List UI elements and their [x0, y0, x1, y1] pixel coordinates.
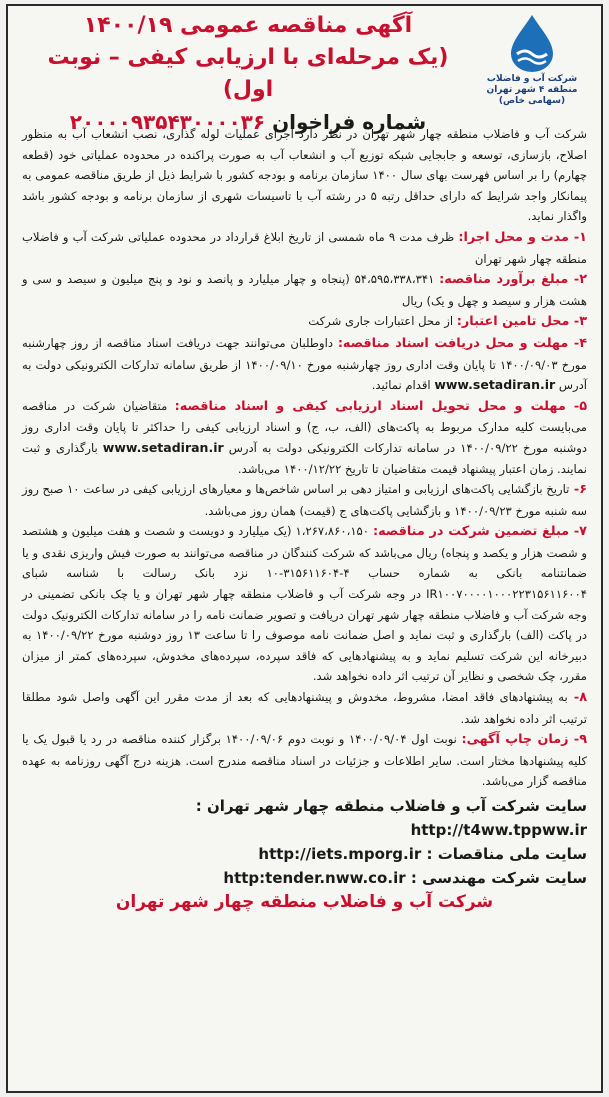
setadiran-link[interactable]: www.setadiran.ir — [434, 377, 556, 393]
company-signature: شرکت آب و فاضلاب منطقه چهار شهر تهران — [115, 892, 494, 912]
site-label: سایت شرکت آب و فاضلاب منطقه چهار شهر تهران : — [195, 797, 587, 815]
logo-line-3: (سهامی خاص) — [498, 96, 566, 106]
item-6 — [22, 479, 587, 521]
site-label: سایت شرکت مهندسی : — [410, 869, 587, 887]
item-text: ظرف مدت ۹ ماه شمسی از تاریخ ابلاغ قرارداد در محدوده عملیاتی شرکت آب و فاضلاب منطقه چهار شهر تهران — [22, 229, 587, 266]
item-text: داوطلبان می‌توانند جهت دریافت اسناد مناقصه از روز چهارشنبه مورخ ۱۴۰۰/۰۹/۰۳ تا پایان وقت اداری روز چهارشنبه مورخ ۱۴۰۰/۰۹/۱۰ از طریق سامانه تدارکات الکترونیکی دولت به آدرس — [22, 335, 588, 393]
notice-title: آگهی مناقصه عمومی ۱۴۰۰/۱۹ — [83, 13, 413, 38]
item-heading: ۲- مبلغ برآورد مناقصه: — [439, 272, 587, 288]
item-heading: ۳- محل تامین اعتبار: — [456, 314, 587, 330]
item-9 — [22, 729, 587, 792]
title-block — [38, 10, 458, 138]
item-heading: ۶- — [569, 482, 587, 498]
site-row — [22, 842, 587, 866]
notice-header — [8, 6, 601, 134]
website-list — [8, 792, 601, 890]
item-5 — [22, 396, 587, 479]
item-3 — [22, 311, 587, 333]
setadiran-link[interactable]: www.setadiran.ir — [102, 439, 224, 455]
item-text: ۵۴،۵۹۵،۳۳۸،۳۴۱ (پنجاه و چهار میلیارد و پانصد و نود و پنج میلیون و سیصد و سی و هشت هزار و سیصد و چهل و یک) ریال — [22, 272, 587, 308]
call-number: ۲۰۰۰۰۹۳۵۴۳۰۰۰۰۳۶ — [69, 110, 266, 134]
item-2 — [22, 269, 587, 311]
notice-subtitle: (یک مرحله‌ای با ارزیابی کیفی – نوبت اول) — [47, 45, 449, 102]
item-text: ۱،۲۶۷،۸۶۰،۱۵۰ (یک میلیارد و دویست و شصت و هفت میلیون و هشتصد و شصت هزار و یکصد و پنجاه) ریال می‌باشد که شرکت کنندگان در مناقصه می‌توانند به صورت فیش واریزی نقدی و یا ضمانتنامه بانکی به شماره حساب ۴-۳۱۵۶۱۱۶۰۴-۱۰ نزد بانک رسالت با شناسه شبای IR۱۰۰۷۰۰۰۰۱۰۰۰۲۲۳۱۵۶۱۱۶۰۰۴ در وجه شرکت آب و فاضلاب منطقه چهار شهر تهران و یا چک بانکی تضمینی در وجه شرکت آب و فاضلاب منطقه چهار شهر تهران دریافت و تصویر ضمانت نامه را در سامانه تدارکات الکترونیک دولت در پاکت (الف) بارگذاری و ثبت نماید و اصل ضمانت نامه موصوف را تا ساعت ۱۳ روز دوشنبه مورخ ۱۴۰۰/۰۹/۲۲ به دبیرخانه این شرکت تسلیم نماید و به پیشنهادهایی که فاقد سپرده، سپرده‌های مخدوش، سپرده‌های کمتر از میزان مقرر، چک شخصی و نظایر آن ترتیب اثر داده نخواهد شد. — [22, 524, 588, 684]
site-link[interactable]: http://iets.mporg.ir — [258, 845, 422, 863]
site-link[interactable]: http://t4ww.tppww.ir — [410, 821, 587, 839]
item-8 — [22, 687, 587, 729]
item-text: از محل اعتبارات جاری شرکت — [308, 314, 457, 329]
item-text-after: اقدام نمائید. — [371, 378, 435, 393]
site-label: سایت ملی مناقصات : — [426, 845, 587, 863]
company-logo — [477, 12, 587, 122]
item-heading: ۴- مهلت و محل دریافت اسناد مناقصه: — [337, 335, 587, 351]
item-text: تاریخ بازگشایی پاکت‌های ارزیابی و امتیاز دهی بر اساس شاخص‌ها و معیارهای ارزیابی کیفی در ساعت ۱۰ صبح روز سه شنبه مورخ ۱۴۰۰/۰۹/۲۳ و بازگشایی پاکت‌های ج (قیمت) همان روز می‌باشد. — [22, 482, 587, 518]
item-text: به پیشنهادهای فاقد امضا، مشروط، مخدوش و پیشنهادهایی که بعد از مدت مقرر این آگهی واصل شود مطلقا ترتیب اثر داده نخواهد شد. — [22, 690, 587, 726]
item-text-after: بارگذاری و ثبت نمایند. زمان اعتبار پیشنهاد قیمت متقاضیان تا تاریخ ۱۴۰۰/۱۲/۲۲ می‌باشد. — [22, 440, 587, 476]
item-heading: ۷- مبلغ تضمین شرکت در مناقصه: — [372, 524, 587, 540]
item-7 — [22, 521, 587, 687]
item-heading: ۹- زمان چاپ آگهی: — [461, 732, 587, 748]
call-number-label: شماره فراخوان — [272, 110, 427, 134]
item-heading: ۸- — [567, 690, 587, 706]
water-drop-icon — [503, 12, 561, 74]
item-1 — [22, 227, 587, 269]
logo-line-1: شرکت آب و فاضلاب — [486, 74, 578, 84]
site-link[interactable]: http:tender.nww.co.ir — [223, 869, 406, 887]
intro-paragraph: شرکت آب و فاضلاب منطقه چهار شهر تهران در نظر دارد اجرای عملیات لوله گذاری، نصب انشعاب آب به منظور اصلاح، بازسازی، توسعه و جابجایی شبکه توزیع آب و انشعاب آب به صورت پراکنده در محدوده عملیاتی خود (قطعه چهارم) را بر اساس فهرست بهای سال ۱۴۰۰ سازمان برنامه و بودجه کشور با شرایط ذیل از طریق مناقصه عمومی به پیمانکار واجد شرایط که دارای حداقل رتبه ۵ در رشته آب با تاسیسات شهری از سازمان برنامه و بودجه کشور باشد واگذار نماید. — [22, 127, 587, 224]
item-text: متقاضیان شرکت در مناقصه می‌بایست کلیه مدارک مربوط به پاکت‌های (الف، ب، ج) و اسناد ارزیابی کیفی را حداکثر تا پایان وقت اداری روز دوشنبه مورخ ۱۴۰۰/۰۹/۲۲ در سامانه تدارکات الکترونیکی دولت به آدرس — [22, 398, 587, 455]
call-number-line — [38, 106, 458, 138]
site-row — [22, 866, 587, 890]
notice-body — [8, 124, 601, 792]
item-heading: ۵- مهلت و محل تحویل اسناد ارزیابی کیفی و اسناد مناقصه: — [174, 398, 587, 414]
logo-line-2: منطقه ۴ شهر تهران — [486, 85, 578, 95]
item-text: نوبت اول ۱۴۰۰/۰۹/۰۴ و نوبت دوم ۱۴۰۰/۰۹/۰۶ برگزار کننده مناقصه در رد یا قبول یک یا کلیه پیشنهادها مختار است. سایر اطلاعات و جزئیات در اسناد مناقصه مندرج است. هزینه درج آگهی روزنامه به عهده مناقصه گزار می‌باشد. — [22, 732, 587, 789]
item-4 — [22, 333, 587, 396]
tender-notice — [6, 4, 603, 1093]
item-heading: ۱- مدت و محل اجرا: — [458, 229, 587, 245]
site-row — [22, 794, 587, 842]
